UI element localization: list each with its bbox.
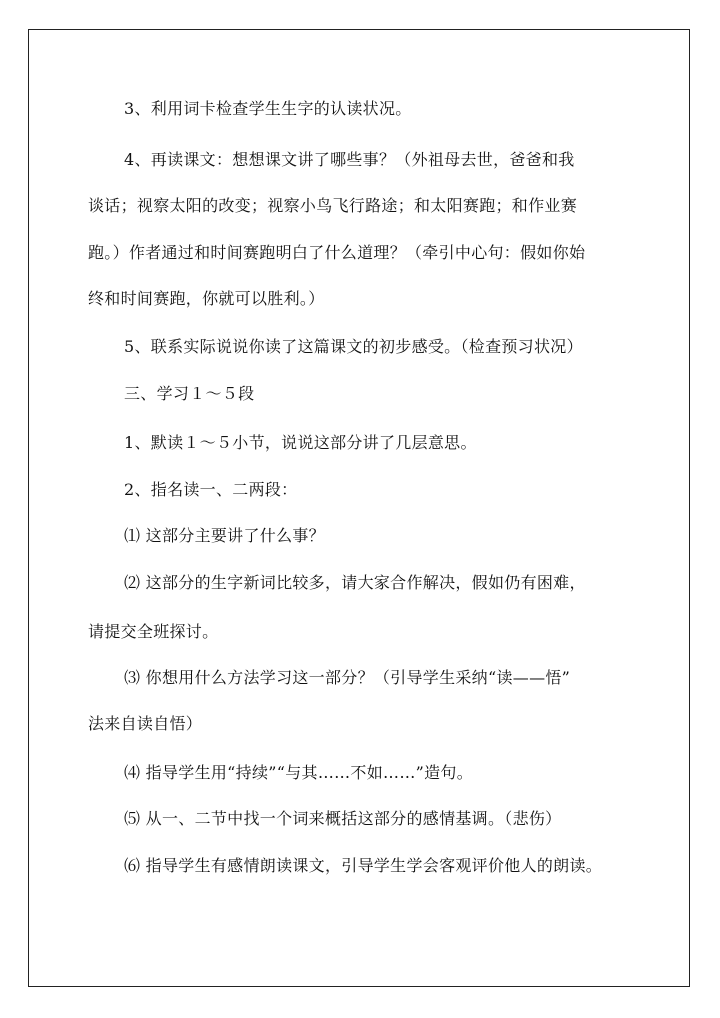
list-item-5: ⑸ 从一、二节中找一个词来概括这部分的感情基调。（悲伤） (124, 809, 562, 828)
section-heading-3: 三、学习１～５段 (124, 384, 255, 403)
paragraph-section3-step-1: 1、默读１～５小节，说说这部分讲了几层意思。 (124, 433, 477, 452)
list-item-6: ⑹ 指导学生有感情朗读课文，引导学生学会客观评价他人的朗读。 (124, 856, 603, 875)
list-item-2-line-1: ⑵ 这部分的生字新词比较多，请大家合作解决，假如仍有困难， (124, 573, 586, 592)
paragraph-step-4-line-3: 跑。）作者通过和时间赛跑明白了什么道理？（牵引中心句：假如你始 (88, 243, 586, 262)
list-item-4: ⑷ 指导学生用“持续”“与其……不如……”造句。 (124, 763, 474, 782)
paragraph-step-3: 3、利用词卡检查学生生字的认读状况。 (124, 99, 412, 118)
paragraph-step-4-line-4: 终和时间赛跑，你就可以胜利。） (88, 289, 325, 308)
list-item-3-line-1: ⑶ 你想用什么方法学习这一部分？（引导学生采纳“读——悟” (124, 668, 571, 687)
list-item-3-line-2: 法来自读自悟） (88, 714, 203, 733)
list-item-1: ⑴ 这部分主要讲了什么事？ (124, 526, 325, 545)
paragraph-step-5: 5、联系实际说说你读了这篇课文的初步感受。（检查预习状况） (124, 337, 583, 356)
paragraph-section3-step-2: 2、指名读一、二两段： (124, 480, 298, 499)
list-item-2-line-2: 请提交全班探讨。 (88, 622, 219, 641)
paragraph-step-4-line-2: 谈话；视察太阳的改变；视察小鸟飞行路途；和太阳赛跑；和作业赛 (88, 196, 578, 215)
paragraph-step-4-line-1: 4、再读课文：想想课文讲了哪些事？（外祖母去世，爸爸和我 (124, 150, 575, 169)
